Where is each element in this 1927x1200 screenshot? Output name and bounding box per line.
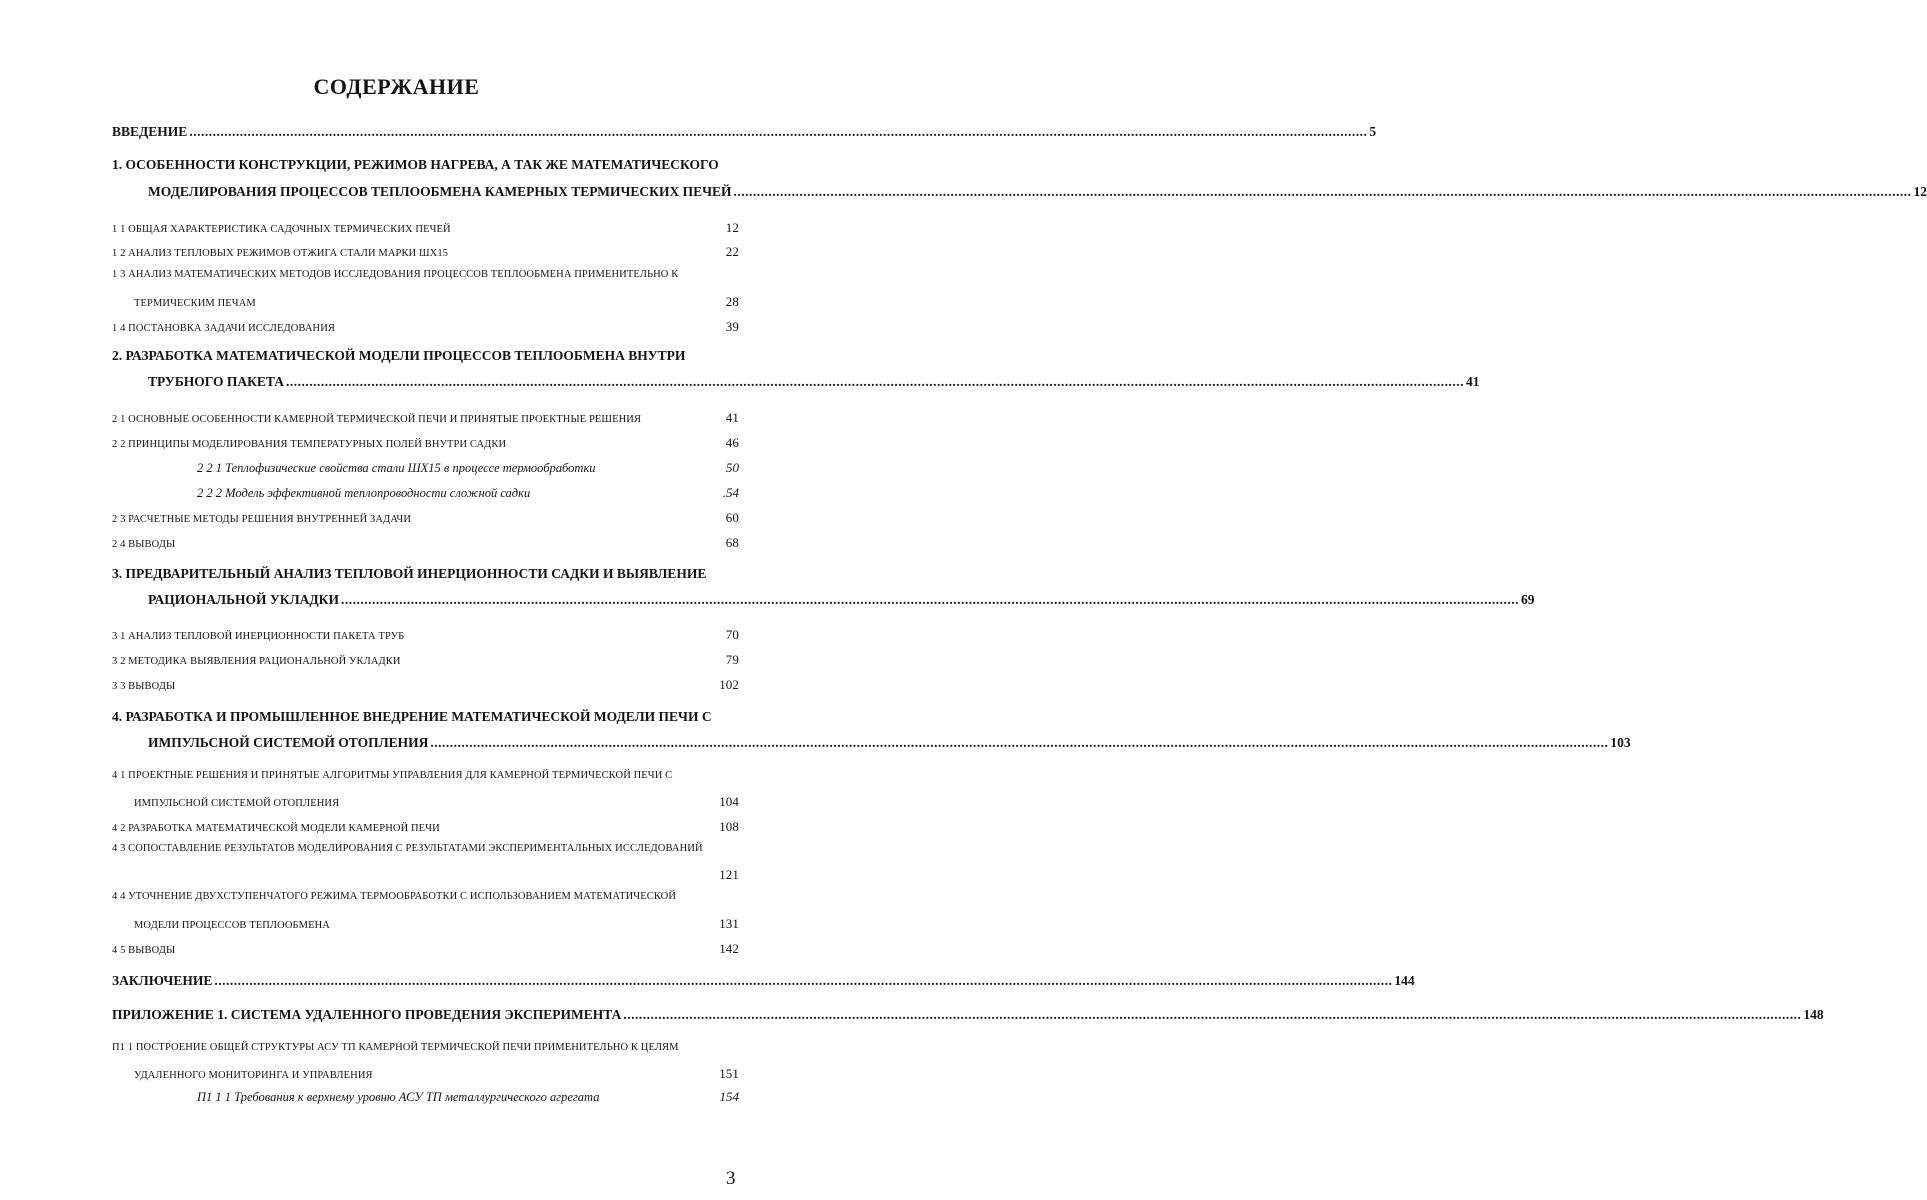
toc-entry-text: 3 2 МЕТОДИКА ВЫЯВЛЕНИЯ РАЦИОНАЛЬНОЙ УКЛАДКИ (112, 656, 401, 667)
toc-entry-text: 2 1 ОСНОВНЫЕ ОСОБЕННОСТИ КАМЕРНОЙ ТЕРМИЧЕСКОЙ ПЕЧИ И ПРИНЯТЫЕ ПРОЕКТНЫЕ РЕШЕНИЯ (112, 414, 642, 425)
toc-section-3-3 (112, 677, 739, 693)
toc-entry-text: П1 1 1 Требования к верхнему уровню АСУ ТП металлургического агрегата (197, 1090, 600, 1104)
toc-entry-page: 70 (725, 627, 739, 642)
toc-entry-text: ТЕРМИЧЕСКИМ ПЕЧАМ (134, 298, 256, 309)
toc-entry-page: 103 (1610, 735, 1631, 750)
toc-entry-text: ПРИЛОЖЕНИЕ 1. СИСТЕМА УДАЛЕННОГО ПРОВЕДЕНИЯ ЭКСПЕРИМЕНТА (112, 1007, 622, 1022)
toc-chapter-1-line-1 (112, 157, 739, 173)
dot-leader (734, 184, 1912, 200)
toc-subsection-2-2-2 (197, 485, 739, 501)
toc-section-4-1-line-1 (112, 770, 739, 781)
toc-entry-conclusion (112, 973, 1415, 989)
toc-chapter-2-line-2 (148, 374, 1480, 390)
toc-entry-page: 12 (725, 220, 739, 235)
toc-chapter-3-line-1 (112, 566, 739, 582)
toc-section-1-4 (112, 319, 739, 335)
toc-section-4-3-line-2 (112, 867, 739, 883)
toc-section-4-2 (112, 819, 739, 835)
toc-appendix-section-1-1-line-1 (112, 1042, 739, 1053)
toc-chapter-4-line-2 (148, 735, 1631, 751)
toc-entry-text: 4 4 УТОЧНЕНИЕ ДВУХСТУПЕНЧАТОГО РЕЖИМА ТЕРМООБРАБОТКИ С ИСПОЛЬЗОВАНИЕМ МАТЕМАТИЧЕСКОЙ (112, 891, 677, 902)
toc-section-4-3-line-1 (112, 843, 739, 854)
toc-section-3-1 (112, 627, 739, 643)
toc-section-2-4 (112, 535, 739, 551)
toc-entry-text: ИМПУЛЬСНОЙ СИСТЕМОЙ ОТОПЛЕНИЯ (134, 798, 340, 809)
toc-entry-page: 60 (725, 510, 739, 525)
toc-entry-text: 3 1 АНАЛИЗ ТЕПЛОВОЙ ИНЕРЦИОННОСТИ ПАКЕТА ТРУБ (112, 631, 405, 642)
toc-appendix-subsection-1-1-1 (197, 1089, 739, 1105)
toc-entry-page: 41 (725, 410, 739, 425)
toc-entry-page: 46 (725, 435, 739, 450)
toc-entry-appendix-1 (112, 1007, 1824, 1023)
dot-leader (214, 973, 1392, 989)
toc-entry-text: 4 2 РАЗРАБОТКА МАТЕМАТИЧЕСКОЙ МОДЕЛИ КАМЕРНОЙ ПЕЧИ (112, 823, 440, 834)
toc-entry-text: 3 3 ВЫВОДЫ (112, 681, 176, 692)
dot-leader (286, 374, 1464, 390)
page-title: СОДЕРЖАНИЕ (313, 74, 480, 99)
toc-entry-page: 79 (725, 652, 739, 667)
toc-entry-text: РАЦИОНАЛЬНОЙ УКЛАДКИ (148, 592, 339, 607)
toc-entry-page: 108 (719, 819, 739, 834)
toc-entry-page: 142 (719, 941, 739, 956)
toc-entry-text: 1 4 ПОСТАНОВКА ЗАДАЧИ ИССЛЕДОВАНИЯ (112, 323, 336, 334)
toc-entry-text: 4 3 СОПОСТАВЛЕНИЕ РЕЗУЛЬТАТОВ МОДЕЛИРОВАНИЯ С РЕЗУЛЬТАТАМИ ЭКСПЕРИМЕНТАЛЬНЫХ ИССЛЕДОВАНИЙ (112, 843, 703, 854)
toc-entry-page: 22 (725, 244, 739, 259)
toc-entry-text: ИМПУЛЬСНОЙ СИСТЕМОЙ ОТОПЛЕНИЯ (148, 735, 429, 750)
toc-section-2-2 (112, 435, 739, 451)
toc-entry-text: 1 1 ОБЩАЯ ХАРАКТЕРИСТИКА САДОЧНЫХ ТЕРМИЧЕСКИХ ПЕЧЕЙ (112, 224, 451, 235)
toc-entry-text: УДАЛЕННОГО МОНИТОРИНГА И УПРАВЛЕНИЯ (134, 1070, 373, 1081)
toc-entry-text: ЗАКЛЮЧЕНИЕ (112, 973, 213, 988)
toc-entry-text: 1 2 АНАЛИЗ ТЕПЛОВЫХ РЕЖИМОВ ОТЖИГА СТАЛИ МАРКИ ШХ15 (112, 248, 449, 259)
toc-entry-text: 2. РАЗРАБОТКА МАТЕМАТИЧЕСКОЙ МОДЕЛИ ПРОЦЕССОВ ТЕПЛООБМЕНА ВНУТРИ (112, 348, 686, 363)
toc-entry-text: ВВЕДЕНИЕ (112, 124, 188, 139)
toc-subsection-2-2-1 (197, 460, 739, 476)
toc-entry-page: 41 (1466, 374, 1480, 389)
toc-entry-page: 5 (1369, 124, 1377, 139)
toc-entry-text: 4 5 ВЫВОДЫ (112, 945, 176, 956)
toc-entry-text: 1. ОСОБЕННОСТИ КОНСТРУКЦИИ, РЕЖИМОВ НАГРЕВА, А ТАК ЖЕ МАТЕМАТИЧЕСКОГО (112, 157, 719, 172)
toc-chapter-2-line-1 (112, 348, 739, 364)
toc-entry-introduction (112, 124, 1377, 140)
toc-section-2-1 (112, 410, 739, 426)
toc-chapter-3-line-2 (148, 592, 1535, 608)
toc-entry-text: 4. РАЗРАБОТКА И ПРОМЫШЛЕННОЕ ВНЕДРЕНИЕ МАТЕМАТИЧЕСКОЙ МОДЕЛИ ПЕЧИ С (112, 709, 712, 724)
toc-entry-page: 69 (1520, 592, 1535, 607)
toc-entry-text: 2 2 ПРИНЦИПЫ МОДЕЛИРОВАНИЯ ТЕМПЕРАТУРНЫХ ПОЛЕЙ ВНУТРИ САДКИ (112, 439, 507, 450)
dot-leader (430, 735, 1608, 751)
toc-section-4-1-line-2 (134, 794, 739, 810)
toc-entry-text: ТРУБНОГО ПАКЕТА (148, 374, 285, 389)
toc-entry-page: 50 (726, 460, 739, 475)
toc-entry-page: 151 (719, 1066, 739, 1081)
toc-entry-text: 2 3 РАСЧЕТНЫЕ МЕТОДЫ РЕШЕНИЯ ВНУТРЕННЕЙ ЗАДАЧИ (112, 514, 412, 525)
toc-section-1-2 (112, 244, 739, 260)
toc-entry-text: 4 1 ПРОЕКТНЫЕ РЕШЕНИЯ И ПРИНЯТЫЕ АЛГОРИТМЫ УПРАВЛЕНИЯ ДЛЯ КАМЕРНОЙ ТЕРМИЧЕСКОЙ ПЕЧИ С (112, 770, 673, 781)
toc-entry-page: 144 (1394, 973, 1415, 988)
dot-leader (189, 124, 1367, 140)
dot-leader (341, 592, 1519, 608)
toc-entry-page: .54 (722, 485, 739, 500)
toc-entry-text: 2 4 ВЫВОДЫ (112, 539, 176, 550)
toc-chapter-1-line-2 (148, 184, 1927, 200)
toc-section-4-4-line-2 (134, 916, 739, 932)
toc-entry-page: 121 (719, 867, 739, 882)
toc-entry-page: 148 (1803, 1007, 1824, 1022)
toc-chapter-4-line-1 (112, 709, 739, 725)
toc-section-4-4-line-1 (112, 891, 739, 902)
toc-section-1-3-line-1 (112, 269, 739, 280)
toc-appendix-section-1-1-line-2 (134, 1066, 739, 1082)
toc-section-1-3-line-2 (134, 294, 739, 310)
toc-entry-text: МОДЕЛИ ПРОЦЕССОВ ТЕПЛООБМЕНА (134, 920, 330, 931)
toc-entry-page: 154 (719, 1089, 739, 1104)
toc-section-2-3 (112, 510, 739, 526)
toc-entry-text: 2 2 2 Модель эффективной теплопроводности сложной садки (197, 486, 531, 500)
toc-entry-text: 2 2 1 Теплофизические свойства стали ШХ15 в процессе термообработки (197, 461, 596, 475)
toc-entry-page: 102 (719, 677, 739, 692)
toc-entry-text: П1 1 ПОСТРОЕНИЕ ОБЩЕЙ СТРУКТУРЫ АСУ ТП КАМЕРНОЙ ТЕРМИЧЕСКОЙ ПЕЧИ ПРИМЕНИТЕЛЬНО К ЦЕЛЯМ (112, 1042, 679, 1053)
toc-entry-text: 1 3 АНАЛИЗ МАТЕМАТИЧЕСКИХ МЕТОДОВ ИССЛЕДОВАНИЯ ПРОЦЕССОВ ТЕПЛООБМЕНА ПРИМЕНИТЕЛЬНО К (112, 269, 679, 280)
toc-entry-page: 131 (719, 916, 739, 931)
toc-section-1-1 (112, 220, 739, 236)
toc-section-3-2 (112, 652, 739, 668)
page-number: 3 (726, 1168, 736, 1189)
toc-entry-page: 12 (1913, 184, 1927, 199)
toc-entry-page: 104 (719, 794, 739, 809)
toc-entry-text: МОДЕЛИРОВАНИЯ ПРОЦЕССОВ ТЕПЛООБМЕНА КАМЕРНЫХ ТЕРМИЧЕСКИХ ПЕЧЕЙ (148, 184, 732, 199)
toc-entry-page: 39 (725, 319, 739, 334)
toc-entry-page: 28 (725, 294, 739, 309)
toc-entry-text: 3. ПРЕДВАРИТЕЛЬНЫЙ АНАЛИЗ ТЕПЛОВОЙ ИНЕРЦИОННОСТИ САДКИ И ВЫЯВЛЕНИЕ (112, 566, 707, 581)
toc-section-4-5 (112, 941, 739, 957)
toc-entry-page: 68 (725, 535, 739, 550)
dot-leader (623, 1007, 1801, 1023)
